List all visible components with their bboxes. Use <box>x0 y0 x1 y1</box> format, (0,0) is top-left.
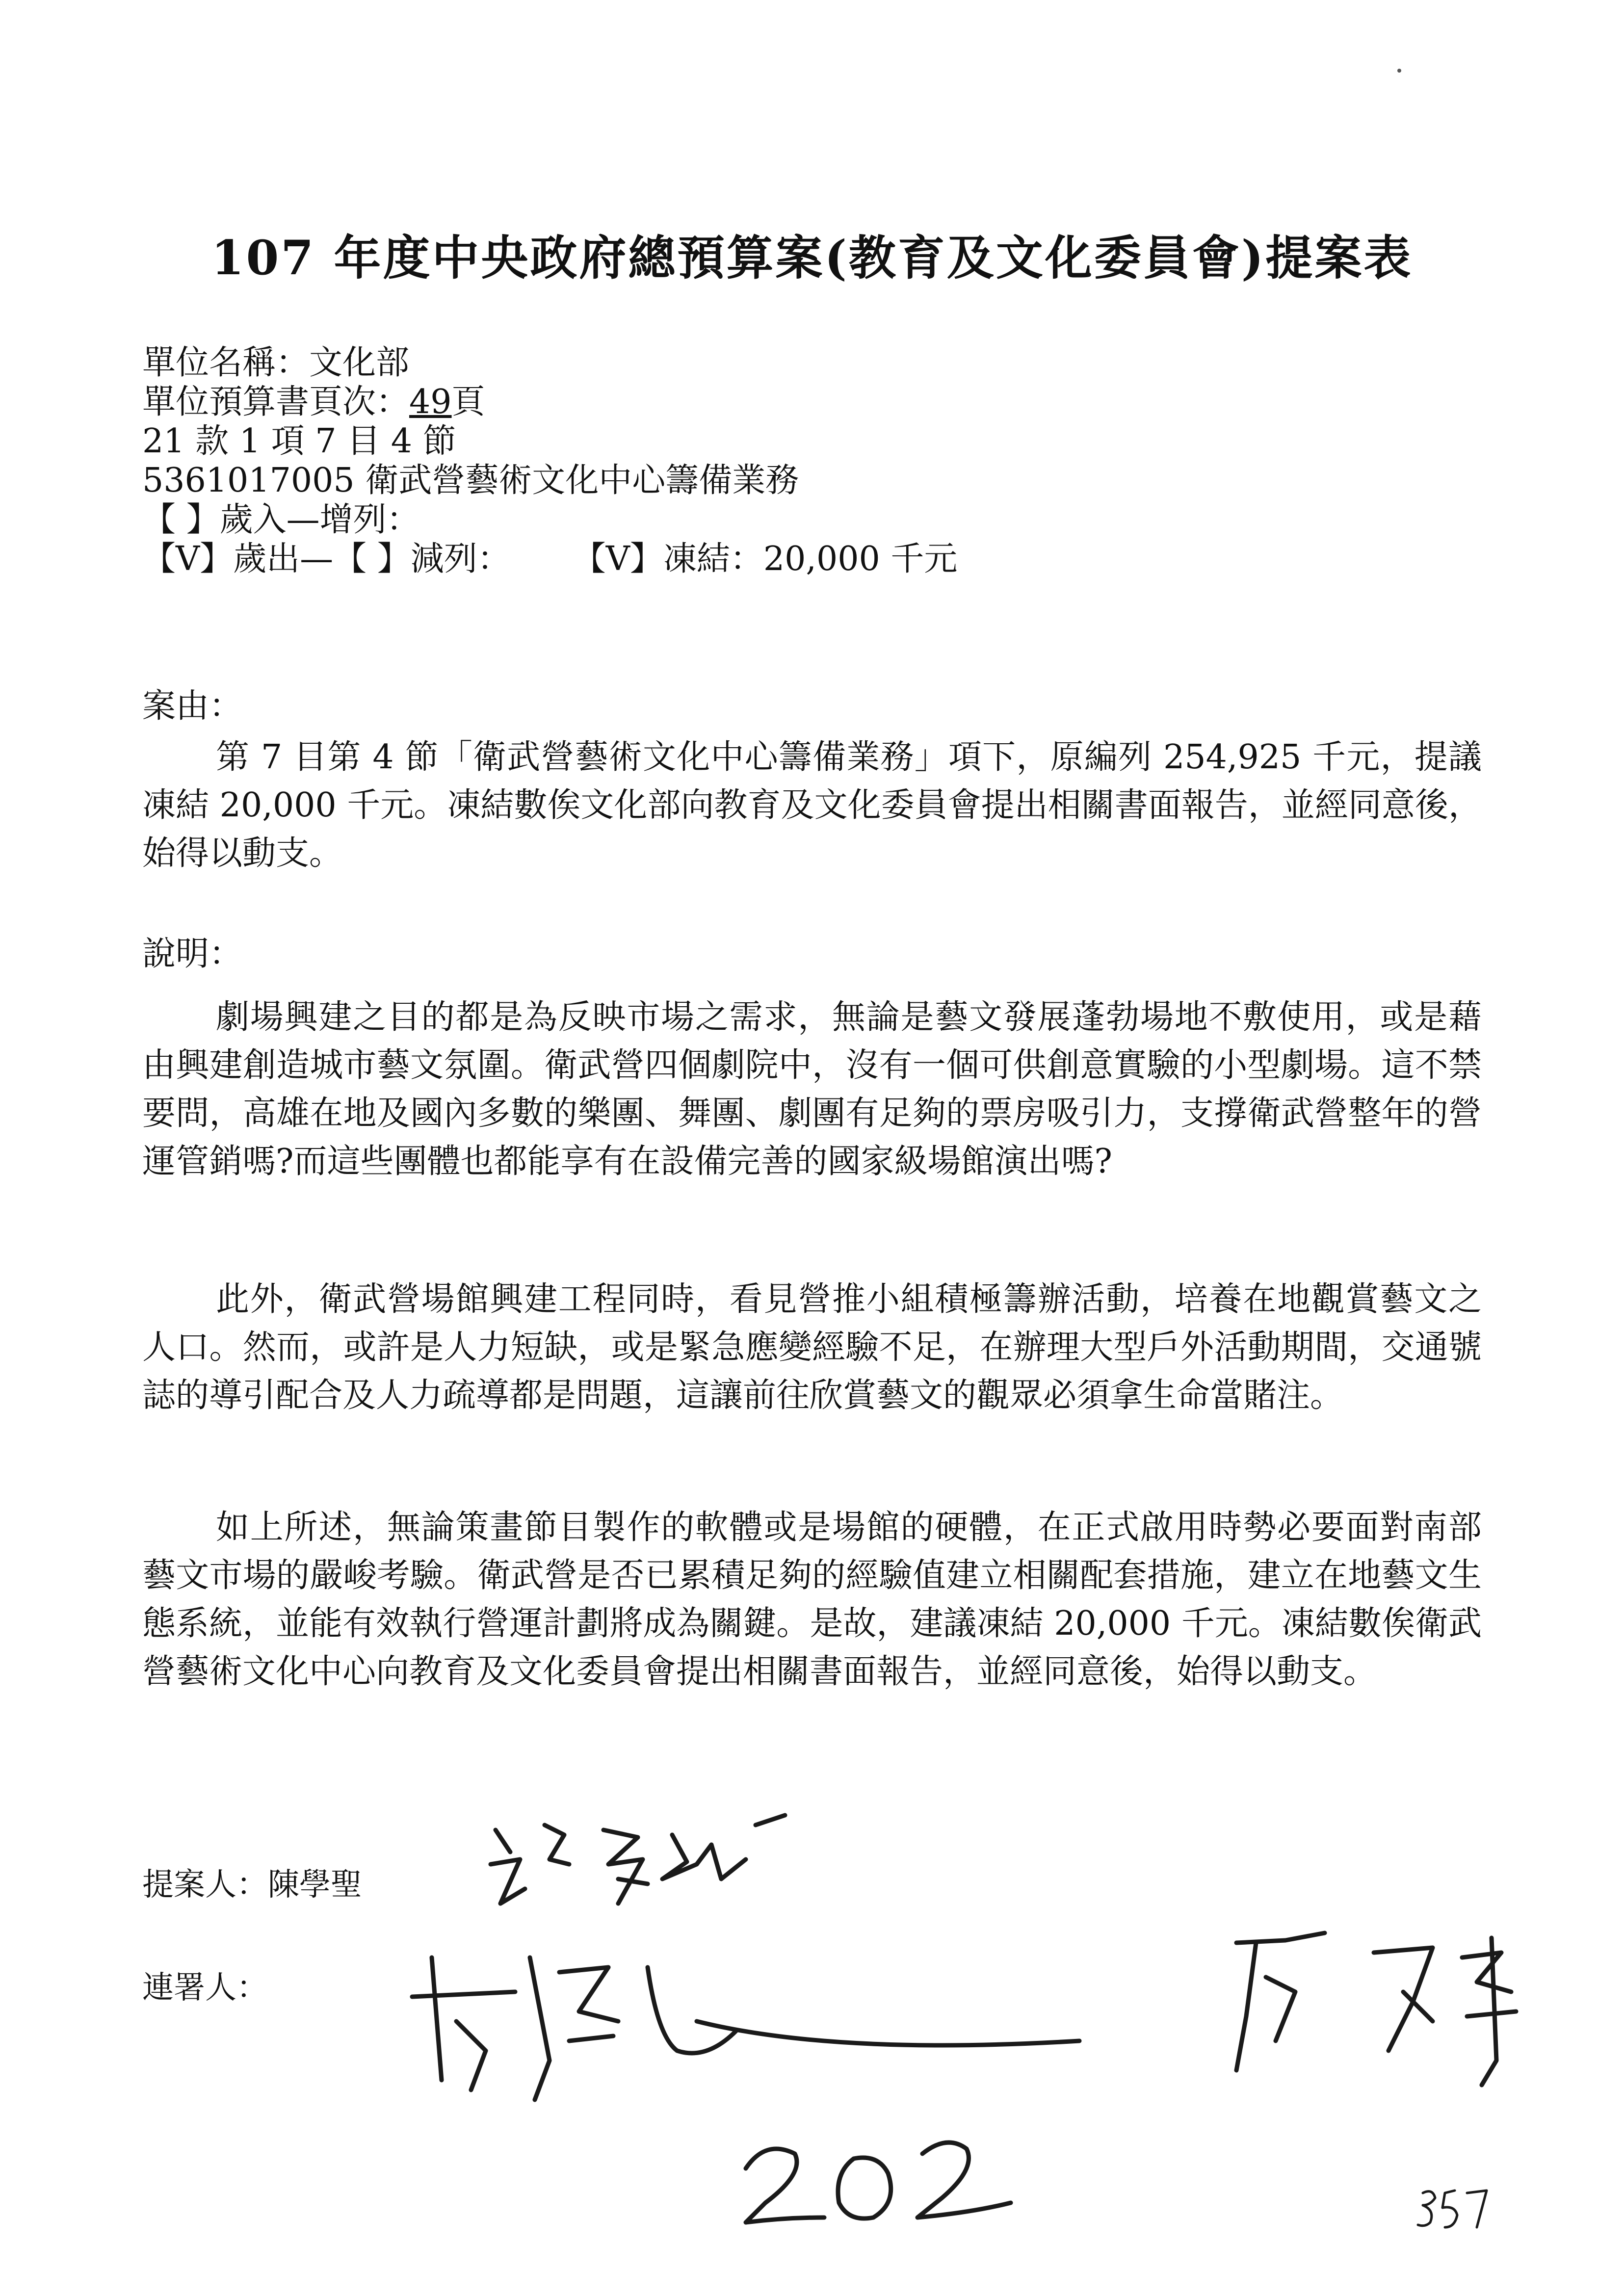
proposer-label: 提案人：陳學聖 <box>142 1867 362 1903</box>
budget-page-suffix: 頁 <box>451 383 485 421</box>
proposer-signature <box>491 1815 785 1904</box>
handwritten-number-357 <box>1418 2191 1487 2227</box>
freeze-line: 【V】凍結：20,000 千元 <box>589 540 958 578</box>
cosigner-label: 連署人： <box>142 1970 268 2006</box>
budget-page-number: 49 <box>409 383 452 421</box>
explanation-label: 說明： <box>142 935 243 973</box>
budget-page-prefix: 單位預算書頁次： <box>142 383 410 421</box>
page-title: 107 年度中央政府總預算案(教育及文化委員會)提案表 <box>211 230 1413 286</box>
handwritten-number-202 <box>746 2142 1011 2222</box>
explanation-paragraph: 劇場興建之目的都是為反映市場之需求，無論是藝文發展蓬勃場地不敷使用，或是藉由興建創造城市藝文氛圍。衛武營四個劇院中，沒有一個可供創意實驗的小型劇場。這不禁要問，高雄在地及國內多數的樂團、舞團、劇團有足夠的票房吸引力，支撐衛武營整年的營運管銷嗎?而這些團體也都能享有在設備完善的國家級場館演出嗎? <box>142 998 1482 1181</box>
cosigner-signature <box>412 1957 1079 2100</box>
cosigner-signature <box>1236 1933 1516 2085</box>
expense-checkbox-line: 【V】歲出—【 】減列： <box>142 540 511 578</box>
budget-sections: 21 款 1 項 7 目 4 節 <box>142 422 456 461</box>
unit-name: 單位名稱：文化部 <box>142 343 410 382</box>
budget-item: 5361017005 衛武營藝術文化中心籌備業務 <box>142 461 799 500</box>
explanation-paragraph: 此外，衛武營場館興建工程同時，看見營推小組積極籌辦活動，培養在地觀賞藝文之人口。然而，或許是人力短缺，或是緊急應變經驗不足，在辦理大型戶外活動期間，交通號誌的導引配合及人力疏導都是問題，這讓前往欣賞藝文的觀眾必須拿生命當賭注。 <box>142 1280 1482 1415</box>
reason-label: 案由： <box>142 687 243 726</box>
explanation-paragraph: 如上所述，無論策畫節目製作的軟體或是場館的硬體，在正式啟用時勢必要面對南部藝文市場的嚴峻考驗。衛武營是否已累積足夠的經驗值建立相關配套措施，建立在地藝文生態系統，並能有效執行營運計劃將成為關鍵。是故，建議凍結 20,000 千元。凍結數俟衛武營藝術文化中心向教育及文化委員會提出相關書面報告，並經同意後，始得以動支。 <box>142 1508 1482 1691</box>
revenue-line: 【 】歲入—增列： <box>142 500 420 539</box>
reason-text: 第 7 目第 4 節「衛武營藝術文化中心籌備業務」項下，原編列 254,925 千元，提議凍結 20,000 千元。凍結數俟文化部向教育及文化委員會提出相關書面報告，並經同意後，始得以動支。 <box>142 738 1482 873</box>
